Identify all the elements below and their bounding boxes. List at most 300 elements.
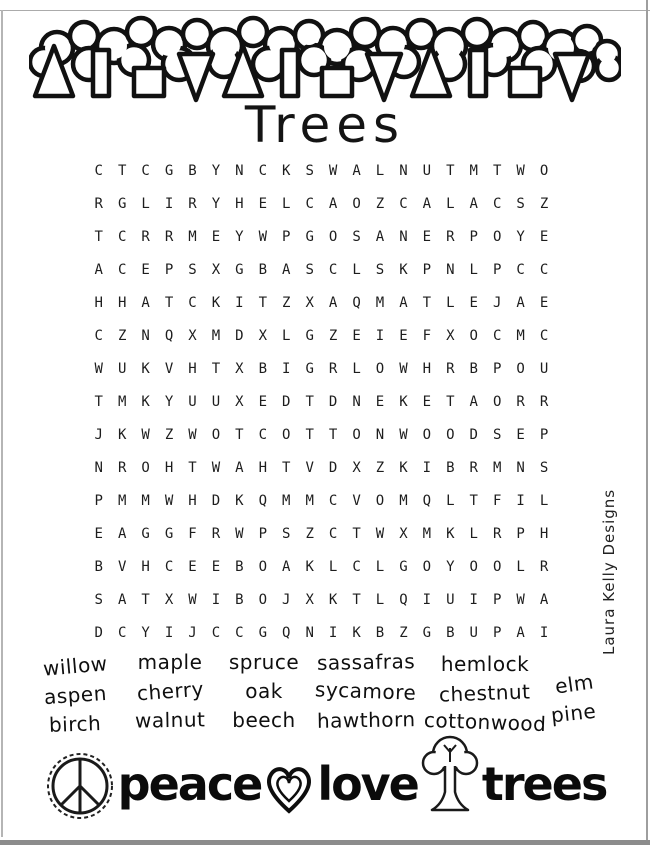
grid-letter: O	[422, 426, 432, 443]
grid-letter: B	[94, 558, 103, 575]
grid-letter: N	[375, 426, 385, 443]
grid-letter: I	[516, 492, 525, 509]
word-list-column	[538, 670, 610, 728]
grid-letter: E	[422, 393, 432, 410]
grid-letter: Q	[164, 327, 174, 344]
grid-letter: O	[141, 459, 150, 476]
grid-letter: B	[375, 624, 385, 641]
grid-letter: E	[422, 228, 432, 245]
grid-letter: P	[94, 492, 103, 509]
grid-letter: Y	[516, 228, 525, 245]
grid-letter: M	[399, 492, 408, 509]
grid-letter: T	[446, 393, 455, 410]
grid-letter: Y	[211, 195, 221, 212]
grid-letter: U	[539, 360, 549, 377]
grid-letter: P	[282, 228, 291, 245]
grid-letter: H	[539, 525, 549, 542]
grid-letter: J	[94, 426, 103, 443]
grid-letter: W	[399, 426, 408, 443]
grid-letter: A	[516, 624, 525, 641]
grid-letter: U	[446, 591, 455, 608]
grid-letter: P	[258, 525, 267, 542]
grid-letter: E	[352, 327, 361, 344]
grid-letter: A	[422, 195, 432, 212]
grid-letter: K	[235, 492, 244, 509]
grid-letter: T	[469, 492, 478, 509]
word-list-column	[424, 650, 546, 737]
grid-letter: L	[446, 294, 455, 311]
grid-letter: O	[375, 492, 385, 509]
grid-letter: G	[305, 360, 314, 377]
grid-letter: L	[516, 558, 525, 575]
word-list-item: hemlock	[440, 652, 530, 676]
grid-letter: X	[235, 360, 244, 377]
grid-letter: X	[164, 591, 174, 608]
grid-letter: D	[211, 492, 221, 509]
grid-letter: H	[117, 294, 127, 311]
grid-letter: O	[258, 558, 267, 575]
grid-letter: A	[352, 162, 361, 179]
word-list-item: elm	[553, 669, 595, 699]
grid-letter: V	[117, 558, 127, 575]
grid-letter: G	[164, 162, 174, 179]
grid-letter: E	[211, 558, 221, 575]
grid-letter: O	[469, 327, 478, 344]
grid-letter: N	[141, 327, 150, 344]
grid-letter: W	[164, 492, 174, 509]
grid-letter: E	[399, 327, 408, 344]
grid-letter: C	[328, 492, 338, 509]
grid-letter: V	[305, 459, 314, 476]
letter-grid	[87, 154, 556, 649]
grid-letter: X	[211, 261, 221, 278]
grid-letter: G	[258, 624, 267, 641]
grid-letter: H	[94, 294, 103, 311]
grid-letter: S	[492, 426, 502, 443]
grid-letter: R	[469, 459, 478, 476]
grid-letter: Z	[164, 426, 174, 443]
grid-letter: L	[446, 492, 455, 509]
grid-letter: X	[446, 327, 455, 344]
grid-letter: A	[94, 261, 103, 278]
grid-letter: J	[282, 591, 291, 608]
grid-letter: B	[235, 558, 244, 575]
grid-letter: R	[328, 360, 338, 377]
grid-letter: A	[469, 195, 478, 212]
word-list-item: walnut	[134, 707, 206, 733]
grid-letter: Y	[164, 393, 174, 410]
word-list-item: hawthorn	[316, 707, 416, 733]
grid-letter: M	[305, 492, 314, 509]
grid-letter: C	[352, 558, 361, 575]
grid-letter: A	[235, 459, 244, 476]
word-list-item: oak	[245, 679, 283, 703]
grid-letter: U	[188, 393, 197, 410]
grid-letter: T	[352, 525, 361, 542]
grid-letter: T	[282, 459, 291, 476]
grid-letter: L	[446, 195, 455, 212]
grid-letter: H	[188, 360, 197, 377]
grid-letter: T	[235, 426, 244, 443]
grid-letter: D	[328, 393, 338, 410]
grid-letter: C	[258, 162, 267, 179]
grid-letter: Q	[352, 294, 361, 311]
grid-letter: A	[141, 294, 150, 311]
grid-letter: N	[399, 162, 408, 179]
page-title: Trees	[244, 96, 406, 154]
grid-letter: E	[211, 228, 221, 245]
grid-letter: T	[164, 294, 174, 311]
grid-letter: I	[282, 360, 291, 377]
designer-credit: Laura Kelly Designs	[600, 488, 618, 655]
grid-letter: P	[469, 228, 478, 245]
grid-letter: B	[446, 459, 455, 476]
grid-letter: O	[516, 360, 525, 377]
grid-letter: G	[117, 195, 127, 212]
grid-letter: A	[282, 261, 291, 278]
grid-letter: K	[328, 591, 338, 608]
grid-letter: M	[375, 294, 385, 311]
grid-letter: R	[446, 360, 455, 377]
grid-letter: D	[469, 426, 478, 443]
grid-letter: A	[516, 294, 525, 311]
grid-letter: T	[352, 591, 361, 608]
word-list-item: beech	[232, 708, 296, 732]
heart-icon	[262, 763, 316, 815]
grid-letter: W	[328, 162, 338, 179]
grid-letter: S	[305, 162, 314, 179]
grid-letter: Z	[328, 327, 338, 344]
grid-letter: W	[235, 525, 244, 542]
grid-letter: W	[211, 459, 221, 476]
grid-letter: C	[305, 195, 314, 212]
grid-letter: Z	[375, 195, 385, 212]
grid-letter: P	[492, 591, 502, 608]
grid-letter: U	[117, 360, 127, 377]
word-list-item: pine	[550, 698, 598, 728]
grid-letter: W	[258, 228, 267, 245]
grid-letter: C	[211, 624, 221, 641]
grid-letter: K	[399, 459, 408, 476]
grid-letter: H	[235, 195, 244, 212]
grid-letter: K	[352, 624, 361, 641]
grid-letter: S	[282, 525, 291, 542]
grid-letter: S	[375, 261, 385, 278]
grid-letter: R	[516, 393, 525, 410]
grid-letter: G	[399, 558, 408, 575]
grid-letter: Q	[422, 492, 432, 509]
grid-letter: W	[399, 360, 408, 377]
grid-letter: D	[282, 393, 291, 410]
grid-letter: T	[305, 393, 314, 410]
word-list-item: chestnut	[438, 679, 532, 707]
grid-letter: O	[492, 558, 502, 575]
grid-letter: L	[352, 261, 361, 278]
grid-letter: Z	[375, 459, 385, 476]
grid-letter: D	[235, 327, 244, 344]
grid-letter: C	[94, 327, 103, 344]
grid-letter: S	[352, 228, 361, 245]
grid-letter: S	[94, 591, 103, 608]
grid-letter: F	[188, 525, 197, 542]
word-list-column	[310, 648, 422, 735]
grid-letter: G	[305, 327, 314, 344]
grid-letter: X	[188, 327, 197, 344]
grid-letter: J	[492, 294, 502, 311]
grid-letter: G	[235, 261, 244, 278]
grid-letter: I	[235, 294, 244, 311]
grid-letter: C	[539, 261, 549, 278]
grid-letter: R	[141, 228, 150, 245]
grid-letter: B	[188, 162, 197, 179]
grid-letter: A	[328, 294, 338, 311]
word-list-item: birch	[48, 711, 102, 737]
grid-letter: R	[446, 228, 455, 245]
grid-letter: C	[117, 228, 127, 245]
grid-letter: E	[258, 195, 267, 212]
grid-letter: Y	[141, 624, 150, 641]
word-list-item: sycamore	[314, 677, 418, 705]
grid-letter: I	[422, 459, 432, 476]
grid-letter: C	[258, 426, 267, 443]
grid-letter: O	[352, 426, 361, 443]
grid-letter: E	[375, 393, 385, 410]
grid-letter: O	[422, 558, 432, 575]
footer-word-love: love	[317, 757, 418, 811]
grid-letter: I	[422, 591, 432, 608]
grid-letter: R	[164, 228, 174, 245]
grid-letter: O	[352, 195, 361, 212]
grid-letter: N	[399, 228, 408, 245]
grid-letter: H	[422, 360, 432, 377]
grid-letter: M	[117, 393, 127, 410]
grid-letter: E	[258, 393, 267, 410]
grid-letter: V	[352, 492, 361, 509]
grid-letter: Z	[399, 624, 408, 641]
grid-letter: N	[235, 162, 244, 179]
grid-letter: T	[211, 360, 221, 377]
grid-letter: H	[164, 459, 174, 476]
grid-letter: G	[141, 525, 150, 542]
grid-letter: S	[516, 195, 525, 212]
grid-letter: E	[469, 294, 478, 311]
grid-letter: W	[516, 591, 525, 608]
grid-letter: W	[188, 426, 197, 443]
grid-letter: W	[375, 525, 385, 542]
grid-letter: O	[446, 426, 455, 443]
grid-letter: U	[422, 162, 432, 179]
grid-letter: O	[211, 426, 221, 443]
grid-letter: E	[94, 525, 103, 542]
grid-letter: O	[258, 591, 267, 608]
grid-letter: I	[469, 591, 478, 608]
grid-letter: K	[282, 162, 291, 179]
footer-word-trees: trees	[481, 757, 607, 811]
grid-letter: X	[399, 525, 408, 542]
grid-letter: L	[282, 195, 291, 212]
grid-letter: X	[305, 294, 314, 311]
grid-letter: M	[516, 327, 525, 344]
word-list-column	[30, 652, 120, 739]
grid-letter: N	[352, 393, 361, 410]
grid-letter: T	[188, 459, 197, 476]
grid-letter: X	[305, 591, 314, 608]
grid-letter: C	[117, 261, 127, 278]
grid-letter: T	[446, 162, 455, 179]
grid-letter: H	[188, 492, 197, 509]
grid-letter: N	[94, 459, 103, 476]
grid-letter: C	[492, 327, 502, 344]
grid-letter: C	[328, 525, 338, 542]
grid-letter: X	[235, 393, 244, 410]
grid-letter: C	[492, 195, 502, 212]
grid-letter: R	[188, 195, 197, 212]
grid-letter: L	[469, 261, 478, 278]
grid-letter: H	[141, 558, 150, 575]
grid-letter: B	[235, 591, 244, 608]
tree-forest-border	[29, 10, 621, 104]
word-list-item: cottonwood	[423, 707, 547, 737]
grid-letter: N	[305, 624, 314, 641]
grid-letter: C	[516, 261, 525, 278]
grid-letter: P	[422, 261, 432, 278]
grid-letter: S	[188, 261, 197, 278]
grid-letter: M	[492, 459, 502, 476]
grid-letter: R	[539, 558, 549, 575]
grid-letter: D	[94, 624, 103, 641]
word-list-column	[218, 648, 310, 735]
grid-letter: L	[375, 591, 385, 608]
grid-letter: B	[469, 360, 478, 377]
grid-letter: T	[492, 162, 502, 179]
grid-letter: C	[94, 162, 103, 179]
grid-letter: L	[375, 558, 385, 575]
grid-letter: Q	[399, 591, 408, 608]
grid-letter: C	[399, 195, 408, 212]
grid-letter: B	[258, 261, 267, 278]
grid-letter: Q	[282, 624, 291, 641]
grid-letter: E	[141, 261, 150, 278]
grid-letter: Y	[446, 558, 455, 575]
word-list-column	[122, 648, 218, 735]
grid-letter: Y	[235, 228, 244, 245]
grid-letter: L	[375, 162, 385, 179]
grid-letter: D	[328, 459, 338, 476]
grid-letter: W	[141, 426, 150, 443]
grid-letter: G	[422, 624, 432, 641]
grid-letter: J	[188, 624, 197, 641]
grid-letter: M	[117, 492, 127, 509]
grid-letter: P	[492, 360, 502, 377]
grid-letter: K	[305, 558, 314, 575]
grid-letter: T	[117, 162, 127, 179]
grid-letter: B	[446, 624, 455, 641]
grid-letter: C	[141, 162, 150, 179]
grid-letter: U	[469, 624, 478, 641]
grid-letter: X	[352, 459, 361, 476]
grid-letter: O	[539, 162, 549, 179]
grid-letter: L	[282, 327, 291, 344]
grid-letter: P	[492, 261, 502, 278]
grid-letter: I	[328, 624, 338, 641]
tree-icon	[419, 732, 481, 818]
word-list-item: sassafras	[316, 649, 416, 675]
grid-letter: F	[422, 327, 432, 344]
grid-letter: T	[258, 294, 267, 311]
grid-letter: A	[469, 393, 478, 410]
grid-letter: G	[164, 525, 174, 542]
grid-letter: I	[164, 195, 174, 212]
grid-letter: K	[211, 294, 221, 311]
grid-letter: R	[539, 393, 549, 410]
grid-letter: V	[164, 360, 174, 377]
grid-letter: C	[539, 327, 549, 344]
grid-letter: L	[352, 360, 361, 377]
grid-letter: A	[117, 591, 127, 608]
grid-letter: I	[539, 624, 549, 641]
grid-letter: T	[141, 591, 150, 608]
grid-letter: O	[469, 558, 478, 575]
grid-letter: Y	[211, 162, 221, 179]
grid-letter: P	[492, 624, 502, 641]
grid-letter: N	[516, 459, 525, 476]
grid-letter: A	[399, 294, 408, 311]
grid-letter: C	[188, 294, 197, 311]
grid-letter: X	[258, 327, 267, 344]
grid-letter: M	[282, 492, 291, 509]
grid-letter: K	[141, 393, 150, 410]
grid-letter: K	[399, 261, 408, 278]
grid-letter: S	[539, 459, 549, 476]
grid-letter: R	[117, 459, 127, 476]
word-list-item: willow	[41, 651, 109, 681]
grid-letter: L	[141, 195, 150, 212]
grid-letter: W	[94, 360, 103, 377]
grid-letter: E	[539, 294, 549, 311]
page-bottom-bar	[0, 840, 650, 845]
grid-letter: H	[258, 459, 267, 476]
grid-letter: L	[539, 492, 549, 509]
grid-letter: M	[422, 525, 432, 542]
peace-icon	[44, 748, 116, 820]
grid-letter: T	[94, 228, 103, 245]
grid-letter: K	[141, 360, 150, 377]
grid-letter: M	[469, 162, 478, 179]
grid-letter: M	[188, 228, 197, 245]
grid-letter: F	[492, 492, 502, 509]
grid-letter: R	[492, 525, 502, 542]
footer-word-peace: peace	[117, 757, 262, 811]
grid-letter: S	[305, 261, 314, 278]
grid-letter: E	[188, 558, 197, 575]
grid-letter: P	[539, 426, 549, 443]
grid-letter: M	[211, 327, 221, 344]
grid-letter: I	[211, 591, 221, 608]
grid-letter: C	[328, 261, 338, 278]
grid-letter: T	[422, 294, 432, 311]
grid-letter: L	[469, 525, 478, 542]
grid-letter: G	[305, 228, 314, 245]
grid-letter: C	[117, 624, 127, 641]
grid-letter: A	[328, 195, 338, 212]
grid-letter: A	[117, 525, 127, 542]
word-list-item: cherry	[135, 676, 205, 706]
grid-letter: L	[328, 558, 338, 575]
grid-letter: R	[211, 525, 221, 542]
grid-letter: M	[141, 492, 150, 509]
grid-letter: A	[375, 228, 385, 245]
grid-letter: O	[375, 360, 385, 377]
